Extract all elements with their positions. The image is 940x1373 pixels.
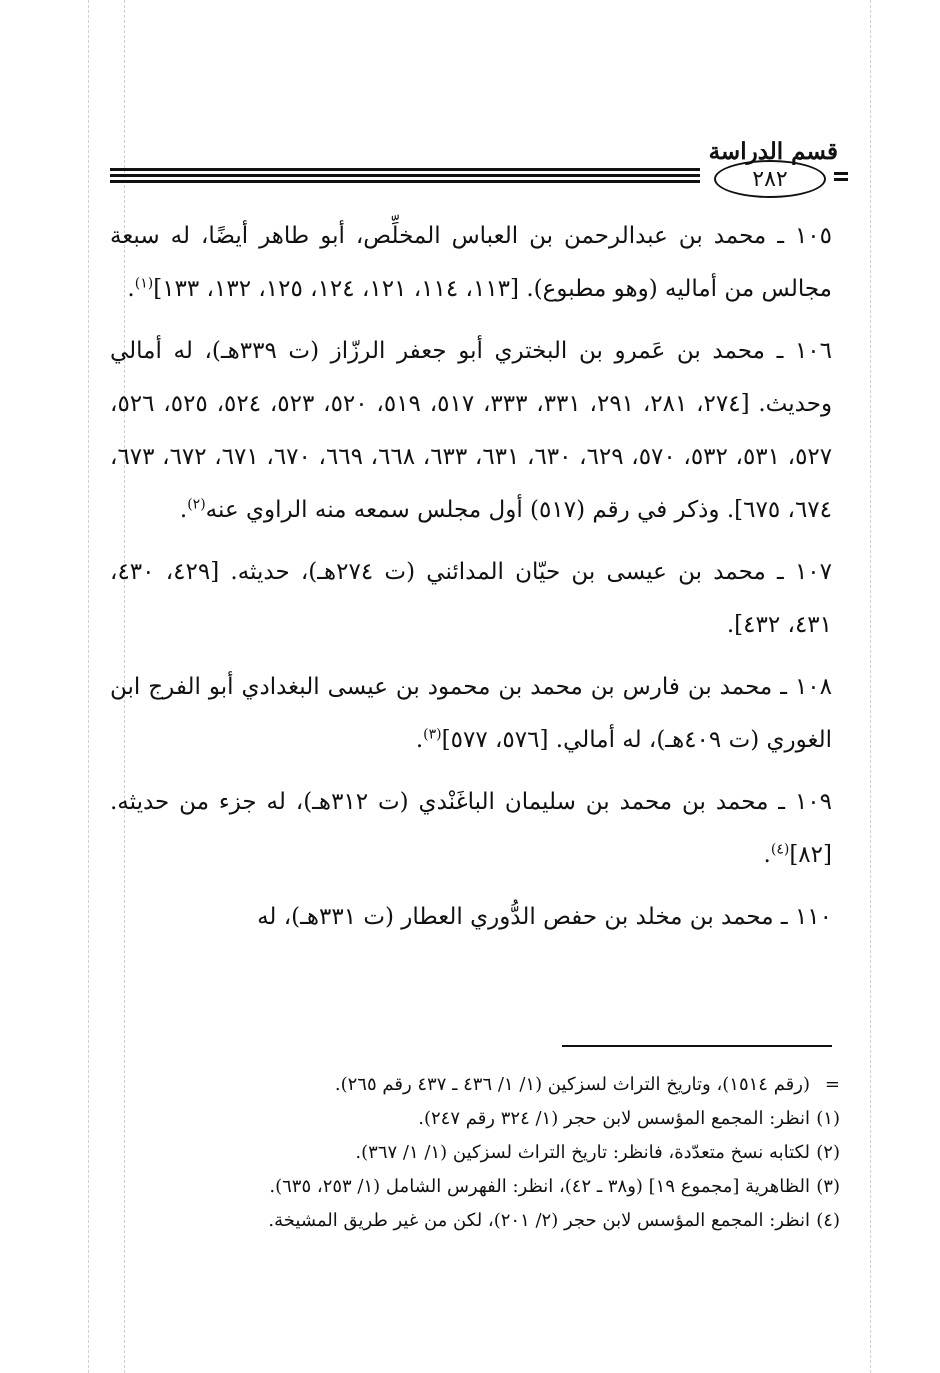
footnote-text: (رقم ١٥١٤)، وتاريخ التراث لسزكين (١/ ١/ ٤٣٦ ـ ٤٣٧ رقم ٢٦٥).	[334, 1074, 810, 1095]
footnotes	[110, 1068, 840, 1238]
page-number: ٢٨٢	[714, 160, 826, 198]
footnote-4	[110, 1204, 840, 1238]
footnote-ref: (٣)	[423, 726, 442, 743]
footnote-ref: (٢)	[187, 496, 206, 513]
footnote-1	[110, 1102, 840, 1136]
scan-margin-line	[870, 0, 871, 1373]
footnote-ref: (١)	[134, 275, 154, 292]
footnote-2	[110, 1136, 840, 1170]
footnote-mark: (٢)	[816, 1142, 840, 1163]
footnote-mark: (٤)	[816, 1210, 840, 1231]
footnote-text: الظاهرية [مجموع ١٩] (و٣٨ ـ ٤٢)، انظر: الفهرس الشامل (١/ ٢٥٣، ٦٣٥).	[269, 1176, 810, 1197]
entry-108: ١٠٨ ـ محمد بن فارس بن محمد بن محمود بن عيسى البغدادي أبو الفرج ابن الغوري (ت ٤٠٩هـ)، له أمالي. [٥٧٦، ٥٧٧]$^{(٣)}$.	[110, 674, 832, 753]
footnote-text: انظر: المجمع المؤسس لابن حجر (٢/ ٢٠١)، لكن من غير طريق المشيخة.	[268, 1210, 810, 1231]
footnote-mark: =	[824, 1074, 840, 1095]
footnote-3	[110, 1170, 840, 1204]
footnote-mark: (١)	[816, 1108, 840, 1129]
footnote-mark: (٣)	[816, 1176, 840, 1197]
entry-110: ١١٠ ـ محمد بن مخلد بن حفص الدُّوري العطار (ت ٣٣١هـ)، له	[257, 904, 832, 930]
footnote-continued	[110, 1068, 840, 1102]
footnote-text: انظر: المجمع المؤسس لابن حجر (١/ ٣٢٤ رقم ٢٤٧).	[418, 1108, 810, 1129]
entry-109: ١٠٩ ـ محمد بن محمد بن سليمان الباغَنْدي (ت ٣١٢هـ)، له جزء من حديثه. [٨٢]$^{(٤)}$.	[110, 789, 832, 868]
footnote-ref: (٤)	[770, 841, 790, 858]
entry-105: ١٠٥ ـ محمد بن عبدالرحمن بن العباس المخلِّص، أبو طاهر أيضًا، له سبعة مجالس من أماليه (وهو مطبوع). [١١٣، ١١٤، ١٢١، ١٢٤، ١٢٥، ١٣٢، ١٣٣]$^{(١)}$.	[110, 223, 832, 302]
footnote-separator	[562, 1045, 832, 1047]
main-text	[110, 210, 832, 944]
page-header	[110, 128, 840, 208]
section-title: قسم الدراسة	[708, 138, 838, 165]
header-rule-short	[834, 172, 848, 184]
entry-107: ١٠٧ ـ محمد بن عيسى بن حيّان المدائني (ت ٢٧٤هـ)، حديثه. [٤٢٩، ٤٣٠، ٤٣١، ٤٣٢].	[110, 559, 832, 638]
footnote-text: لكتابه نسخ متعدّدة، فانظر: تاريخ التراث لسزكين (١/ ١/ ٣٦٧).	[355, 1142, 810, 1163]
entry-106: ١٠٦ ـ محمد بن عَمرو بن البختري أبو جعفر الرزّاز (ت ٣٣٩هـ)، له أمالي وحديث. [٢٧٤، ٢٨١، ٢٩١، ٣٣١، ٣٣٣، ٥١٧، ٥١٩، ٥٢٠، ٥٢٣، ٥٢٤، ٥٢٥، ٥٢٦، ٥٢٧، ٥٣١، ٥٣٢، ٥٧٠، ٦٢٩، ٦٣٠، ٦٣١، ٦٣٣، ٦٦٨، ٦٦٩، ٦٧٠، ٦٧١، ٦٧٢، ٦٧٣، ٦٧٤، ٦٧٥]. وذكر في رقم (٥١٧) أول مجلس سمعه منه الراوي عنه$^{(٢)}$.	[110, 338, 833, 523]
scan-margin-line	[88, 0, 89, 1373]
header-rule	[110, 168, 700, 186]
